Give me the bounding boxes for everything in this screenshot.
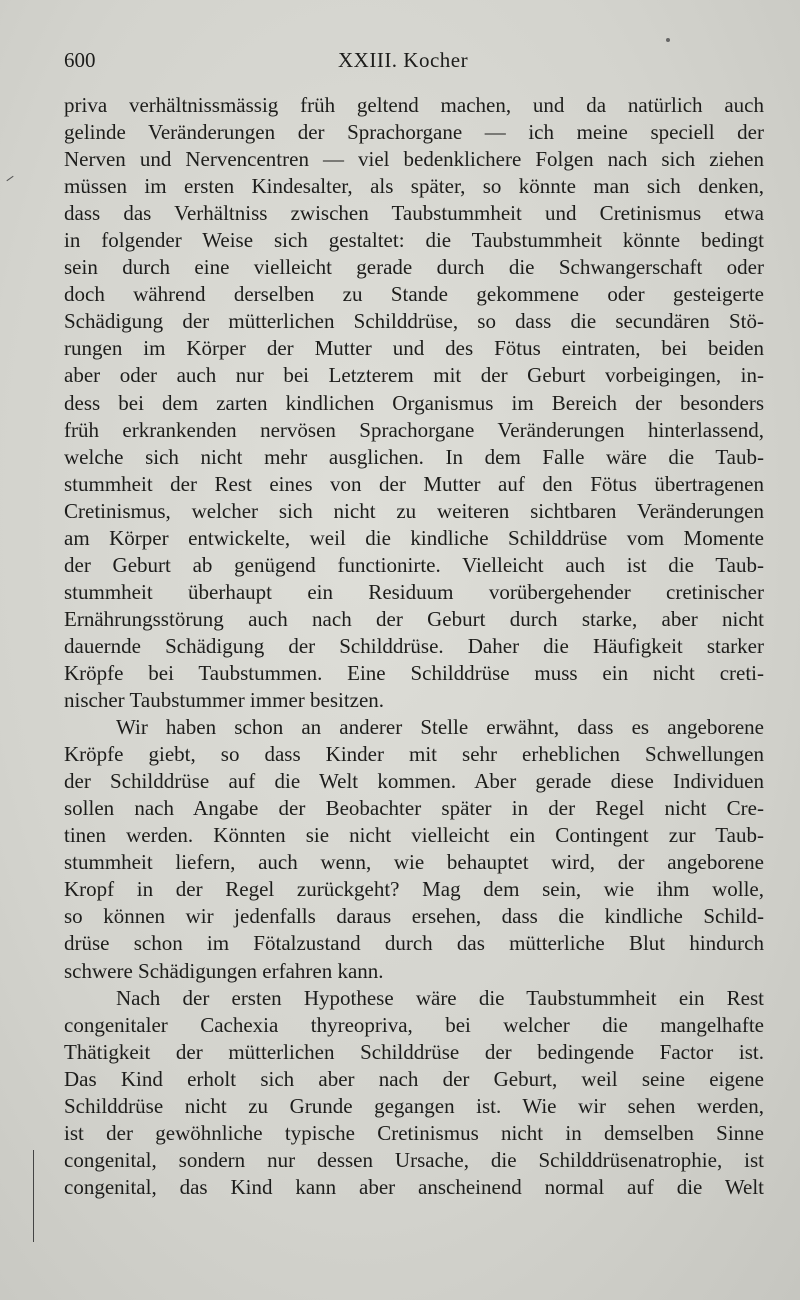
text-line: sein durch eine vielleicht gerade durch die Schwangerschaft oder	[64, 255, 764, 280]
margin-mark	[6, 176, 13, 181]
text-line: Das Kind erholt sich aber nach der Geburt, weil seine eigene	[64, 1066, 764, 1091]
text-line: Cretinismus, welcher sich nicht zu weiteren sichtbaren Veränderungen	[64, 498, 764, 523]
text-line: tinen werden. Könnten sie nicht vielleicht ein Contingent zur Taub-	[64, 823, 764, 848]
text-line: Thätigkeit der mütterlichen Schilddrüse der bedingende Factor ist.	[64, 1039, 764, 1064]
text-line: rungen im Körper der Mutter und des Fötus eintraten, bei beiden	[64, 336, 764, 361]
text-line: früh erkrankenden nervösen Sprachorgane Veränderungen hinterlassend,	[64, 417, 764, 442]
paragraph-end-line: nischer Taubstummer immer besitzen.	[64, 688, 385, 713]
text-line: aber oder auch nur bei Letzterem mit der Geburt vorbeigingen, in-	[64, 363, 764, 388]
running-head: XXIII. Kocher	[338, 48, 469, 72]
text-line: Schädigung der mütterlichen Schilddrüse, so dass die secundären Stö-	[64, 309, 764, 334]
text-line: priva verhältnissmässig früh geltend machen, und da natürlich auch	[64, 93, 764, 117]
paragraph-start-line: Nach der ersten Hypothese wäre die Taubstummheit ein Rest	[116, 985, 764, 1010]
text-line: gelinde Veränderungen der Sprachorgane — ich meine speciell der	[64, 120, 764, 145]
text-line: stummheit überhaupt ein Residuum vorübergehender cretinischer	[64, 579, 764, 604]
page-header	[64, 48, 764, 74]
text-line: congenital, das Kind kann aber anscheinend normal auf die Welt	[64, 1174, 764, 1199]
text-line: welche sich nicht mehr ausglichen. In dem Falle wäre die Taub-	[64, 444, 764, 469]
paragraph-start-line: Wir haben schon an anderer Stelle erwähnt, dass es angeborene	[116, 715, 764, 740]
print-speck	[666, 38, 670, 42]
text-line: congenital, sondern nur dessen Ursache, die Schilddrüsenatrophie, ist	[64, 1147, 764, 1172]
text-line: der Schilddrüse auf die Welt kommen. Aber gerade diese Individuen	[64, 769, 764, 794]
text-line: so können wir jedenfalls daraus ersehen, dass die kindliche Schild-	[64, 904, 764, 929]
text-line: in folgender Weise sich gestaltet: die Taubstummheit könnte bedingt	[64, 228, 764, 253]
page-number: 600	[64, 48, 96, 72]
text-line: Nerven und Nervencentren — viel bedenklichere Folgen nach sich ziehen	[64, 147, 764, 172]
text-line: Kröpfe bei Taubstummen. Eine Schilddrüse muss ein nicht creti-	[64, 660, 764, 685]
text-line: dauernde Schädigung der Schilddrüse. Daher die Häufigkeit starker	[64, 633, 764, 658]
body-text	[64, 92, 764, 1201]
text-line: ist der gewöhnliche typische Cretinismus nicht in demselben Sinne	[64, 1120, 764, 1145]
text-line: Schilddrüse nicht zu Grunde gegangen ist. Wie wir sehen werden,	[64, 1093, 764, 1118]
paragraph-end-line: schwere Schädigungen erfahren kann.	[64, 958, 384, 983]
text-line: Kropf in der Regel zurückgeht? Mag dem sein, wie ihm wolle,	[64, 877, 764, 902]
text-line: stummheit der Rest eines von der Mutter auf den Fötus übertragenen	[64, 471, 764, 496]
text-line: stummheit liefern, auch wenn, wie behauptet wird, der angeborene	[64, 850, 764, 875]
text-line: drüse schon im Fötalzustand durch das mütterliche Blut hindurch	[64, 931, 764, 956]
text-line: congenitaler Cachexia thyreopriva, bei welcher die mangelhafte	[64, 1012, 764, 1037]
text-line: müssen im ersten Kindesalter, als später, so könnte man sich denken,	[64, 174, 764, 199]
text-line: sollen nach Angabe der Beobachter später in der Regel nicht Cre-	[64, 796, 764, 821]
text-line: der Geburt ab genügend functionirte. Vielleicht auch ist die Taub-	[64, 552, 764, 577]
margin-rule	[33, 1150, 34, 1242]
text-line: doch während derselben zu Stande gekommene oder gesteigerte	[64, 282, 764, 307]
text-line: Ernährungsstörung auch nach der Geburt durch starke, aber nicht	[64, 606, 764, 631]
text-line: am Körper entwickelte, weil die kindliche Schilddrüse vom Momente	[64, 525, 764, 550]
text-line: Kröpfe giebt, so dass Kinder mit sehr erheblichen Schwellungen	[64, 742, 764, 767]
text-line: dess bei dem zarten kindlichen Organismus im Bereich der besonders	[64, 390, 764, 415]
text-line: dass das Verhältniss zwischen Taubstummheit und Cretinismus etwa	[64, 201, 764, 226]
